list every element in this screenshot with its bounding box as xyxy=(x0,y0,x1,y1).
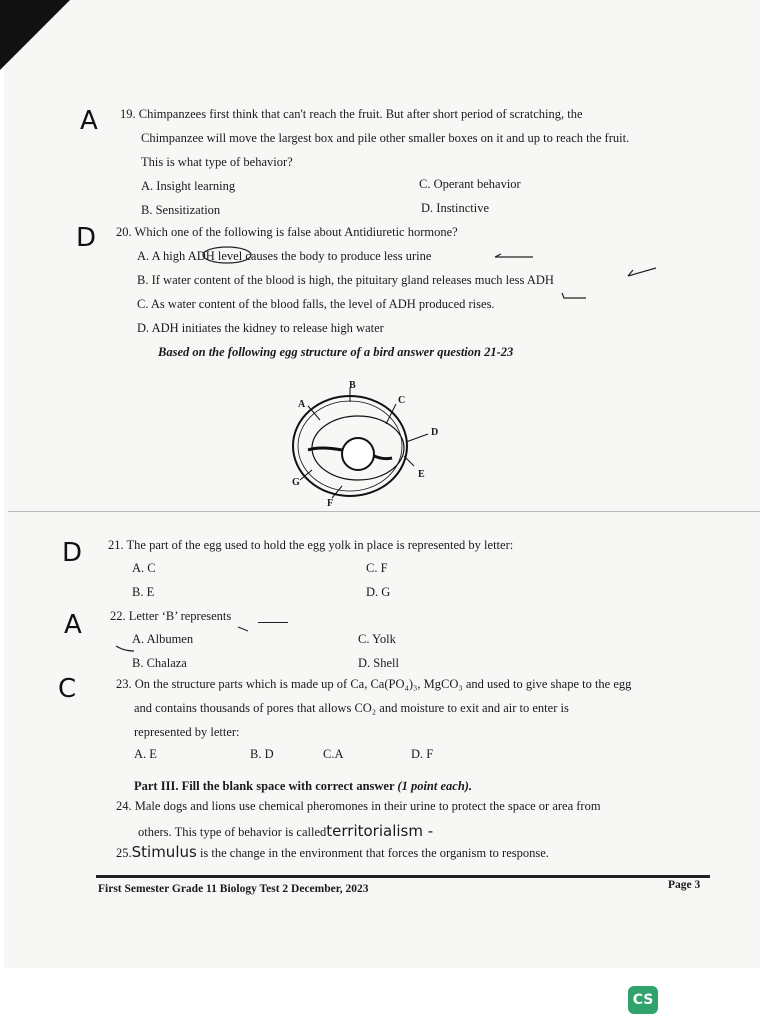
egg-label-b: B xyxy=(349,380,356,391)
answer-mark-q23: C xyxy=(58,674,77,704)
egg-structure-diagram xyxy=(280,376,460,508)
q23-option-d: D. F xyxy=(411,747,434,761)
q21-option-d: D. G xyxy=(366,585,391,599)
q22-option-b: B. Chalaza xyxy=(132,656,187,670)
q21-option-c: C. F xyxy=(366,561,388,575)
footer-page-number: Page 3 xyxy=(668,879,701,891)
answer-mark-q20: D xyxy=(76,223,97,253)
q21-stem: 21. The part of the egg used to hold the egg yolk in place is represented by letter: xyxy=(108,538,514,552)
q20-option-a: A. A high ADH level causes the body to produce less urine xyxy=(137,249,432,263)
q22-pen-marks xyxy=(100,624,260,664)
q22-option-a: A. Albumen xyxy=(132,632,194,646)
q23-option-a: A. E xyxy=(134,747,157,761)
q21-option-a: A. C xyxy=(132,561,156,575)
part3-title: Part III. Fill the blank space with correct answer xyxy=(134,779,395,793)
q25-text: is the change in the environment that forces the organism to response. xyxy=(199,846,549,860)
q19-line1: 19. Chimpanzees first think that can't reach the fruit. But after short period of scratching, the xyxy=(120,107,583,121)
q24-line2 xyxy=(138,823,433,840)
part3-heading xyxy=(134,778,472,794)
q22-stem: 22. Letter ‘B’ represents xyxy=(110,609,232,623)
q20-option-b: B. If water content of the blood is high, the pituitary gland releases much less ADH xyxy=(137,273,554,287)
q19-line3: This is what type of behavior? xyxy=(141,155,293,169)
q25-number: 25. xyxy=(116,846,132,860)
q24-handwritten-answer: territorialism - xyxy=(326,822,434,840)
q19-option-d: D. Instinctive xyxy=(421,201,490,215)
q19-option-a: A. Insight learning xyxy=(141,179,236,193)
footer-left: First Semester Grade 11 Biology Test 2 December, 2023 xyxy=(98,883,369,895)
q20-option-c: C. As water content of the blood falls, the level of ADH produced rises. xyxy=(137,297,495,311)
q23-line2: and contains thousands of pores that allows CO₂ and moisture to exit and air to enter is xyxy=(134,701,569,715)
q20-stem: 20. Which one of the following is false about Antidiuretic hormone? xyxy=(116,225,458,239)
egg-label-e: E xyxy=(418,469,425,480)
q25-handwritten-answer: Stimulus xyxy=(131,843,197,861)
answer-mark-q22: A xyxy=(64,610,82,640)
egg-label-g: G xyxy=(292,477,300,488)
footer-rule xyxy=(96,875,710,878)
egg-label-c: C xyxy=(398,395,406,406)
egg-label-d: D xyxy=(431,427,439,438)
q24-line1: 24. Male dogs and lions use chemical pheromones in their urine to protect the space or area from xyxy=(116,799,601,813)
q23-line1: 23. On the structure parts which is made up of Ca, Ca(PO₄)₃, MgCO₃ and used to give shape to the egg xyxy=(116,677,632,691)
egg-label-f: F xyxy=(327,498,334,509)
q19-option-c: C. Operant behavior xyxy=(419,177,521,191)
fold-line xyxy=(8,511,760,512)
answer-mark-q19: A xyxy=(80,106,98,136)
q19-option-b: B. Sensitization xyxy=(141,203,221,217)
q22-option-c: C. Yolk xyxy=(358,632,396,646)
q25-line xyxy=(116,844,549,861)
q23-option-b: B. D xyxy=(250,747,274,761)
egg-label-a: A xyxy=(298,399,306,410)
q24-text: others. This type of behavior is called xyxy=(138,825,327,839)
q19-line2: Chimpanzee will move the largest box and pile other smaller boxes on it and up to reach the fruit. xyxy=(141,131,630,145)
answer-mark-q21: D xyxy=(62,538,83,568)
diagram-instruction: Based on the following egg structure of a bird answer question 21-23 xyxy=(158,345,514,359)
q22-blank-line xyxy=(258,622,288,623)
q23-line3: represented by letter: xyxy=(134,725,240,739)
q20-pen-marks xyxy=(0,0,768,340)
part3-points: (1 point each). xyxy=(397,779,473,793)
camscanner-logo: CS xyxy=(628,986,658,1014)
q22-option-d: D. Shell xyxy=(358,656,399,670)
q21-option-b: B. E xyxy=(132,585,155,599)
q23-option-c: C.A xyxy=(323,747,344,761)
q20-option-d: D. ADH initiates the kidney to release high water xyxy=(137,321,384,335)
